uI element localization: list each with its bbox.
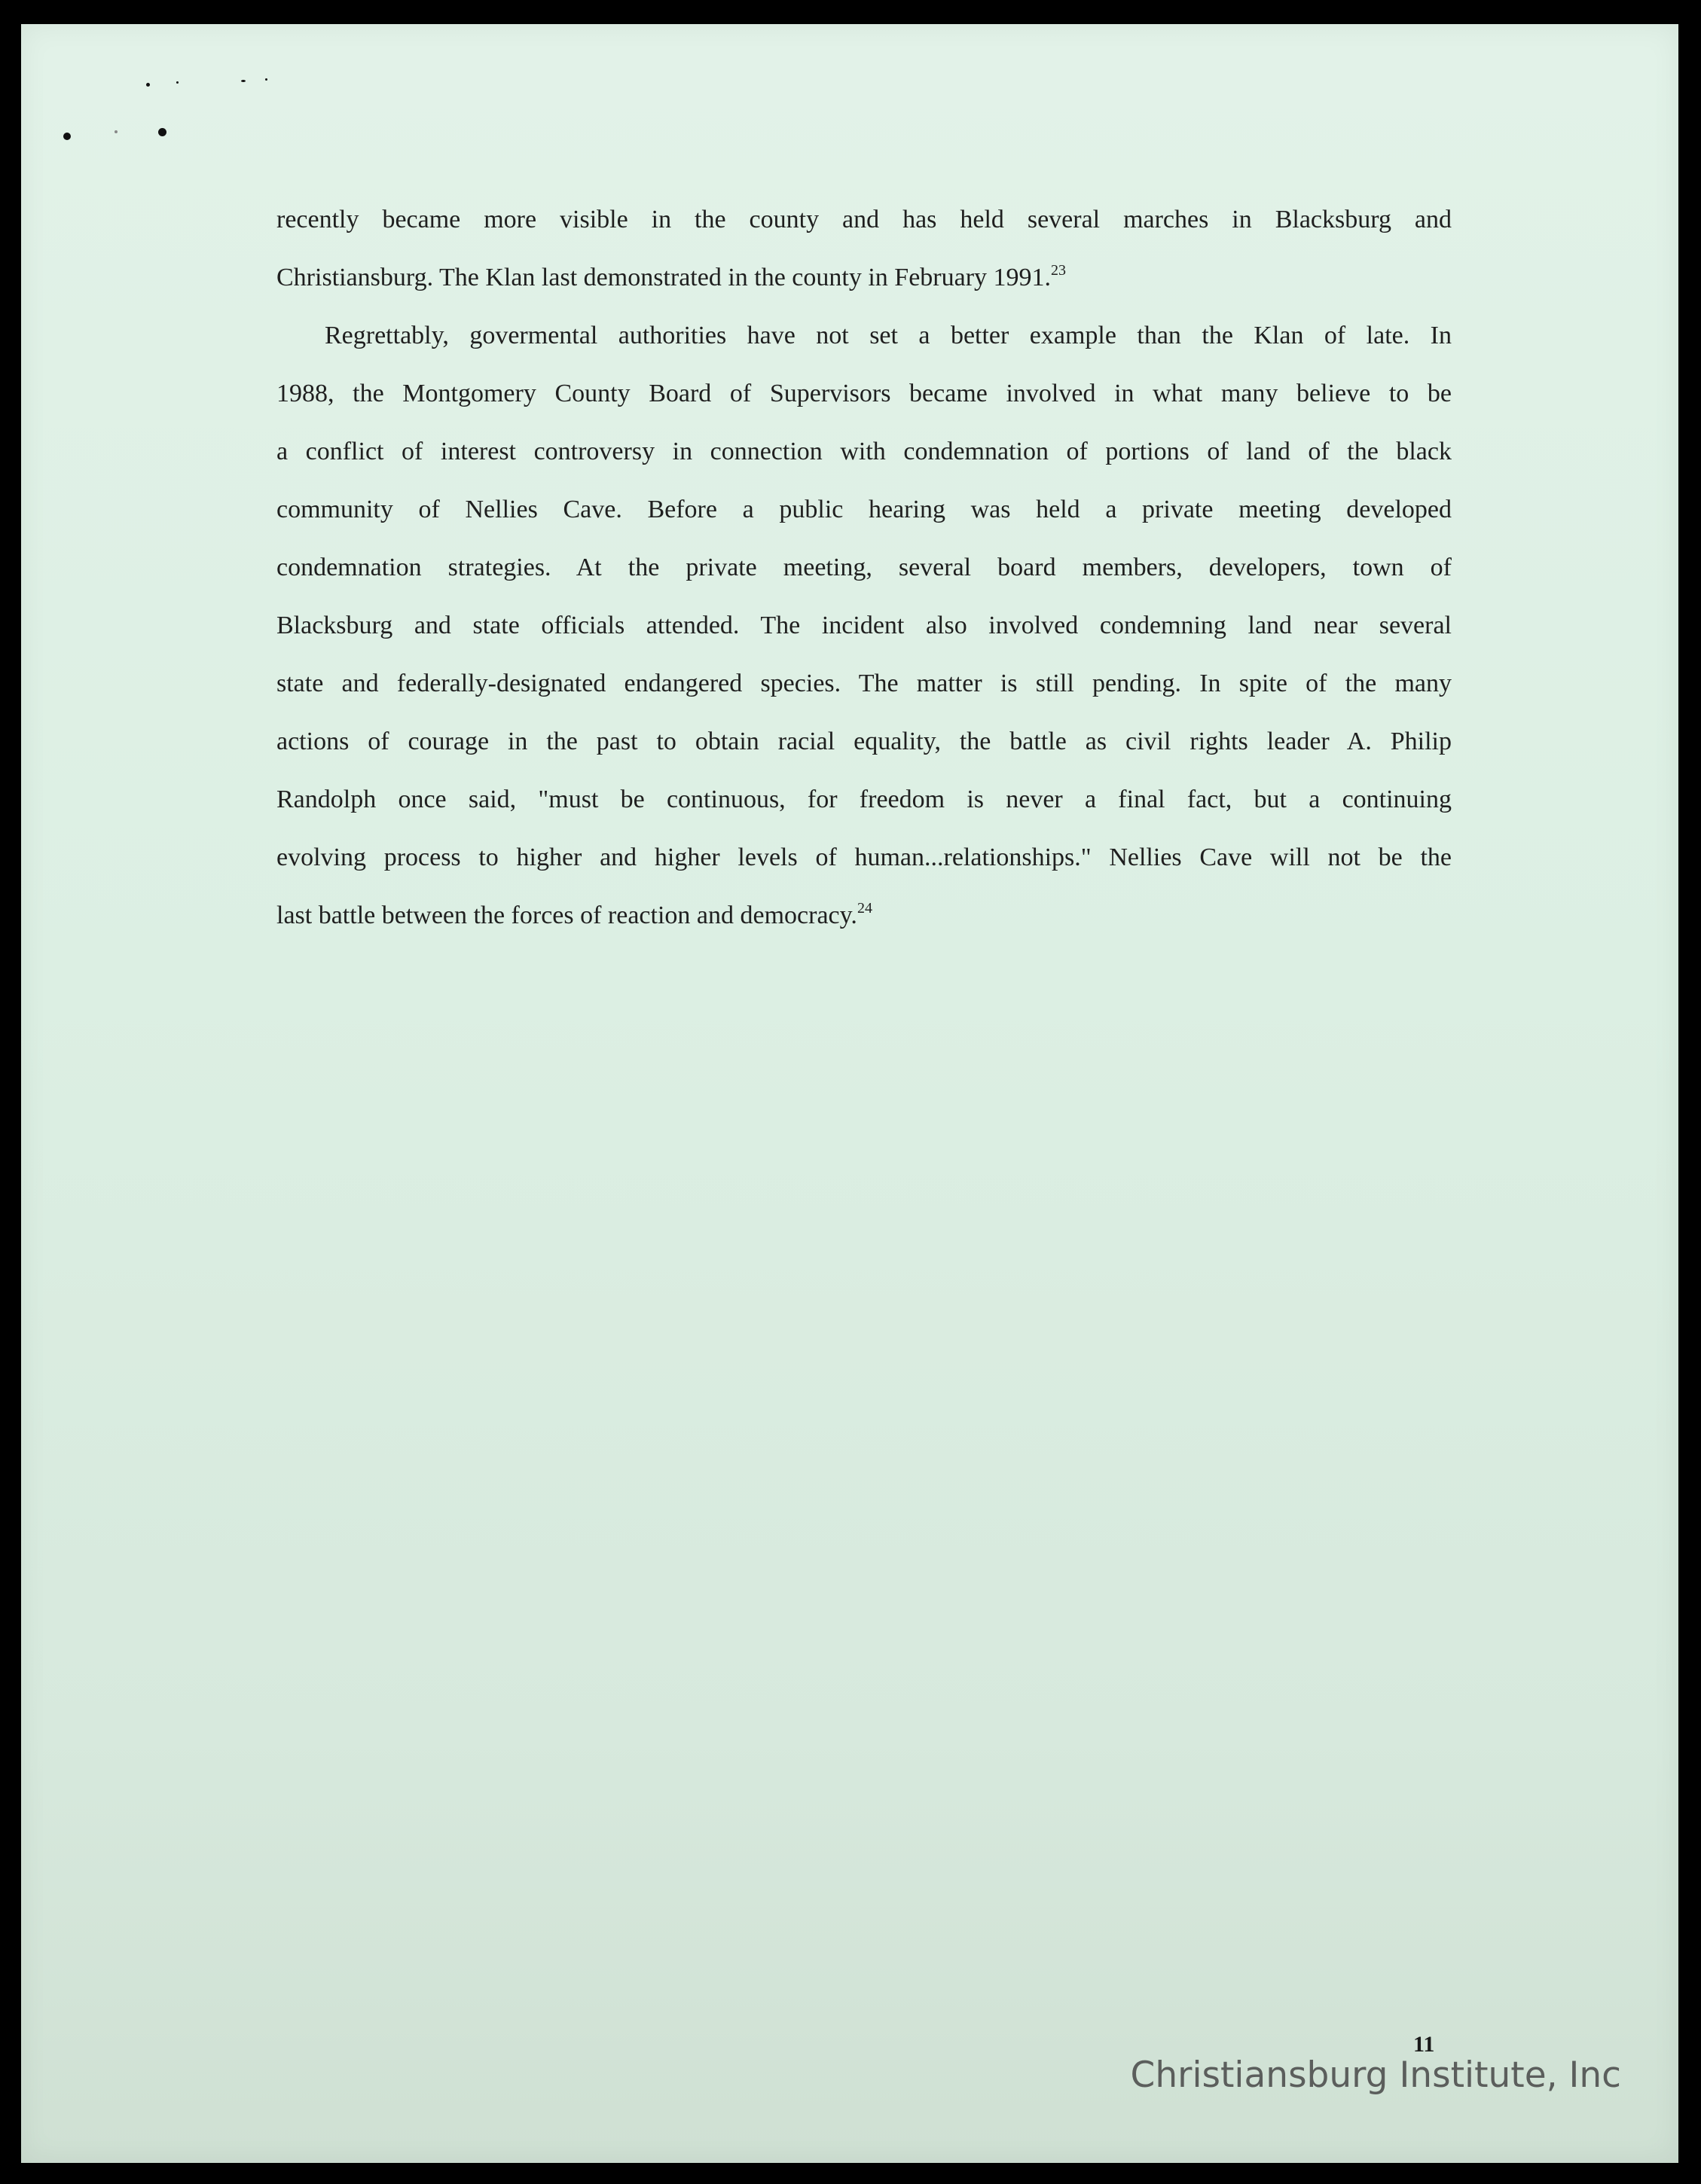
scan-speck (63, 133, 71, 140)
text-line: Randolph once said, "must be continuous, for freedom is never a final fact, but a continuing (276, 785, 1452, 813)
text-line: Regrettably, govermental authorities have not set a better example than the Klan of late. In (325, 322, 1452, 349)
text-line: recently became more visible in the county and has held several marches in Blacksburg and (276, 206, 1452, 233)
text-line: 1988, the Montgomery County Board of Supervisors became involved in what many believe to be (276, 380, 1452, 407)
scan-speck (146, 83, 150, 87)
scan-speck (241, 80, 246, 82)
scan-speck (115, 130, 118, 133)
page-number: 11 (1413, 2032, 1435, 2057)
text-line: last battle between the forces of reaction and democracy.$^{24}$ (276, 899, 872, 929)
text-line: actions of courage in the past to obtain racial equality, the battle as civil rights leader A. Philip (276, 727, 1452, 755)
scan-speck (158, 128, 166, 136)
watermark: Christiansburg Institute, Inc (1130, 2054, 1621, 2096)
text-line: Christiansburg. The Klan last demonstrated in the county in February 1991.23 (276, 261, 1067, 291)
text-line: evolving process to higher and higher levels of human...relationships." Nellies Cave will not be the (276, 843, 1452, 871)
text-line: state and federally-designated endangered species. The matter is still pending. In spite of the many (276, 670, 1452, 697)
text-line: condemnation strategies. At the private meeting, several board members, developers, town of (276, 554, 1452, 581)
body-text (276, 199, 1452, 953)
footnote-reference: 24 (857, 899, 872, 917)
scan-speck (265, 78, 267, 81)
text-line: community of Nellies Cave. Before a public hearing was held a private meeting developed (276, 496, 1452, 523)
text-line: a conflict of interest controversy in connection with condemnation of portions of land of the black (276, 438, 1452, 465)
scan-speck (176, 81, 179, 84)
footnote-reference: 23 (1051, 261, 1067, 279)
text-line: Blacksburg and state officials attended. The incident also involved condemning land near several (276, 612, 1452, 639)
